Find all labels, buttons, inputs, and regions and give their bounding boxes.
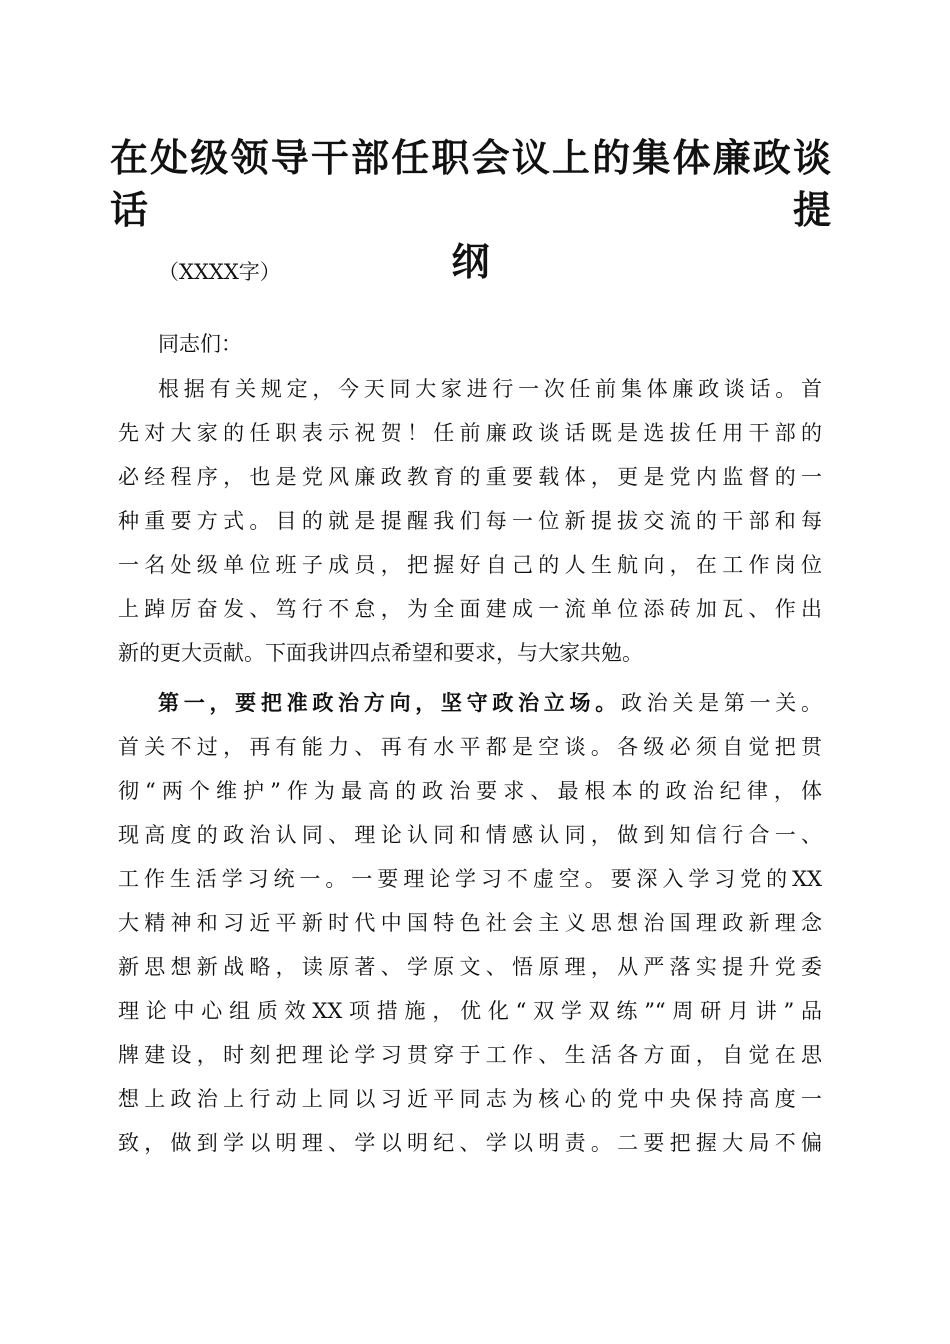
text-span: 政治关是第一关。 xyxy=(620,691,823,715)
section-heading: 第一，要把准政治方向，坚守政治立场。 xyxy=(158,690,621,715)
text-line xyxy=(118,688,822,732)
word-count: （XXXX字） xyxy=(158,260,281,284)
text-line: 根据有关规定，今天同大家进行一次任前集体廉政谈话。首 xyxy=(158,377,822,401)
text-line: 必经程序，也是党风廉政教育的重要载体，更是党内监督的一 xyxy=(118,465,822,489)
text-line: 工作生活学习统一。一要理论学习不虚空。要深入学习党的XX xyxy=(118,867,822,891)
text-line: 牌建设，时刻把理论学习贯穿于工作、生活各方面，自觉在思 xyxy=(118,1043,822,1067)
text-line: 新思想新战略，读原著、学原文、悟原理，从严落实提升党委 xyxy=(118,955,822,979)
text-line: 一名处级单位班子成员，把握好自己的人生航向，在工作岗位 xyxy=(118,553,822,577)
text-line: 想上政治上行动上同以习近平同志为核心的党中央保持高度一 xyxy=(118,1087,822,1111)
text-line: 致，做到学以明理、学以明纪、学以明责。二要把握大局不偏 xyxy=(118,1131,822,1155)
paragraph-2 xyxy=(118,688,822,1172)
text-line: 先对大家的任职表示祝贺！任前廉政谈话既是选拔任用干部的 xyxy=(118,421,822,445)
text-line: 彻“两个维护”作为最高的政治要求、最根本的政治纪律，体 xyxy=(118,779,822,803)
title-line-1: 在处级领导干部任职会议上的集体廉政谈话提 xyxy=(110,135,832,232)
text-line: 大精神和习近平新时代中国特色社会主义思想治国理政新理念 xyxy=(118,911,822,935)
text-line: 理论中心组质效XX项措施，优化“双学双练”“周研月讲”品 xyxy=(118,999,822,1023)
text-line: 新的更大贡献。下面我讲四点希望和要求，与大家共勉。 xyxy=(118,641,643,665)
greeting: 同志们： xyxy=(158,332,242,356)
text-line: 种重要方式。目的就是提醒我们每一位新提拔交流的干部和每 xyxy=(118,509,822,533)
text-line: 上踔厉奋发、笃行不怠，为全面建成一流单位添砖加瓦、作出 xyxy=(118,597,822,621)
title-line-2: 纲 xyxy=(451,239,491,284)
paragraph-1 xyxy=(118,374,822,682)
text-line: 首关不过，再有能力、再有水平都是空谈。各级必须自觉把贯 xyxy=(118,735,822,759)
text-line: 现高度的政治认同、理论认同和情感认同，做到知信行合一、 xyxy=(118,823,822,847)
